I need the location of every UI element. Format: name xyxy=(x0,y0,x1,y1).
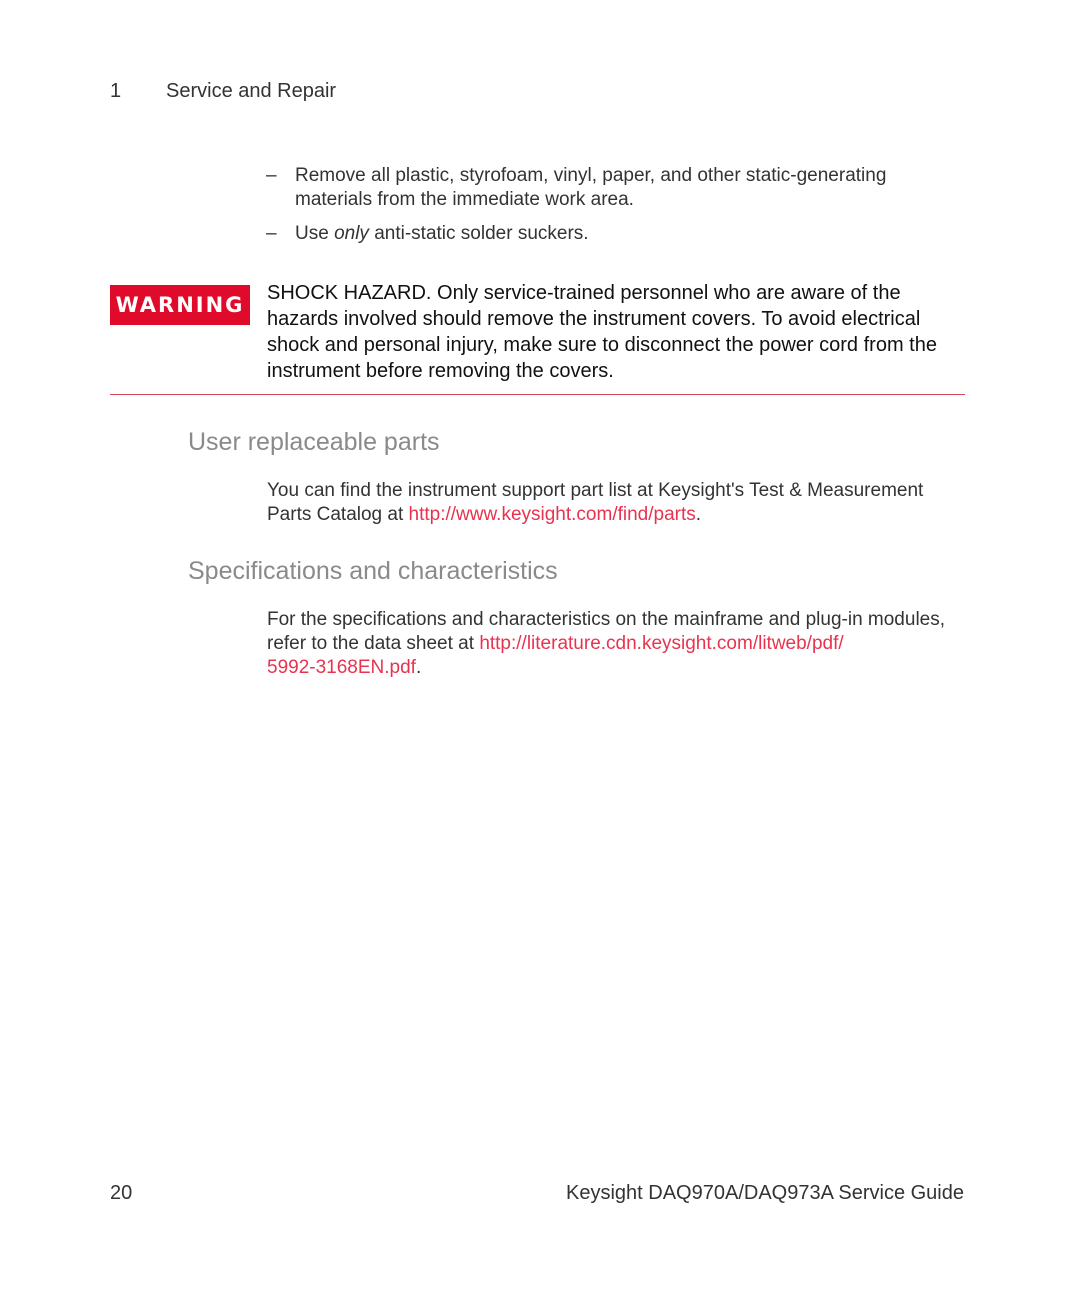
list-item xyxy=(266,222,966,246)
parts-catalog-link[interactable]: http://www.keysight.com/find/parts xyxy=(408,504,696,525)
bullet-dash: – xyxy=(266,223,277,244)
paragraph-text-end: . xyxy=(695,504,702,525)
paragraph-text: You can find the instrument support part list at Keysight's Test & Measurement Parts Catalog at xyxy=(267,480,924,525)
datasheet-link-part1: http://literature.cdn.keysight.com/litweb/pdf/ xyxy=(479,633,844,654)
list-item xyxy=(266,164,966,212)
document-title: Keysight DAQ970A/DAQ973A Service Guide xyxy=(566,1182,964,1204)
section-heading-specifications: Specifications and characteristics xyxy=(188,557,558,585)
section-heading-user-replaceable-parts: User replaceable parts xyxy=(188,428,440,456)
page-number: 20 xyxy=(110,1182,133,1204)
warning-divider xyxy=(110,394,965,395)
bullet-dash: – xyxy=(266,165,277,186)
chapter-number: 1 xyxy=(110,80,122,102)
bullet-text xyxy=(295,222,966,246)
bullet-text-pre: Use xyxy=(295,223,335,244)
warning-badge: WARNING xyxy=(110,285,250,325)
bullet-text-post: anti-static solder suckers. xyxy=(368,223,589,244)
paragraph-text: For the specifications and characteristics on the mainframe and plug-in modules, refer to the data sheet at xyxy=(267,609,946,654)
bullet-emphasis: only xyxy=(334,223,369,244)
bullet-text: Remove all plastic, styrofoam, vinyl, paper, and other static-generating materials from the immediate work area. xyxy=(295,165,887,210)
paragraph-text-end: . xyxy=(415,657,422,678)
warning-text: SHOCK HAZARD. Only service-trained personnel who are aware of the hazards involved should remove the instrument covers. To avoid electrical shock and personal injury, make sure to disconnect the power cord from the instrument before removing the covers. xyxy=(267,282,937,382)
section-paragraph-specs xyxy=(267,608,967,680)
section-paragraph-parts xyxy=(267,479,967,527)
chapter-title: Service and Repair xyxy=(166,80,337,102)
datasheet-link-part2: 5992-3168EN.pdf xyxy=(267,657,416,678)
